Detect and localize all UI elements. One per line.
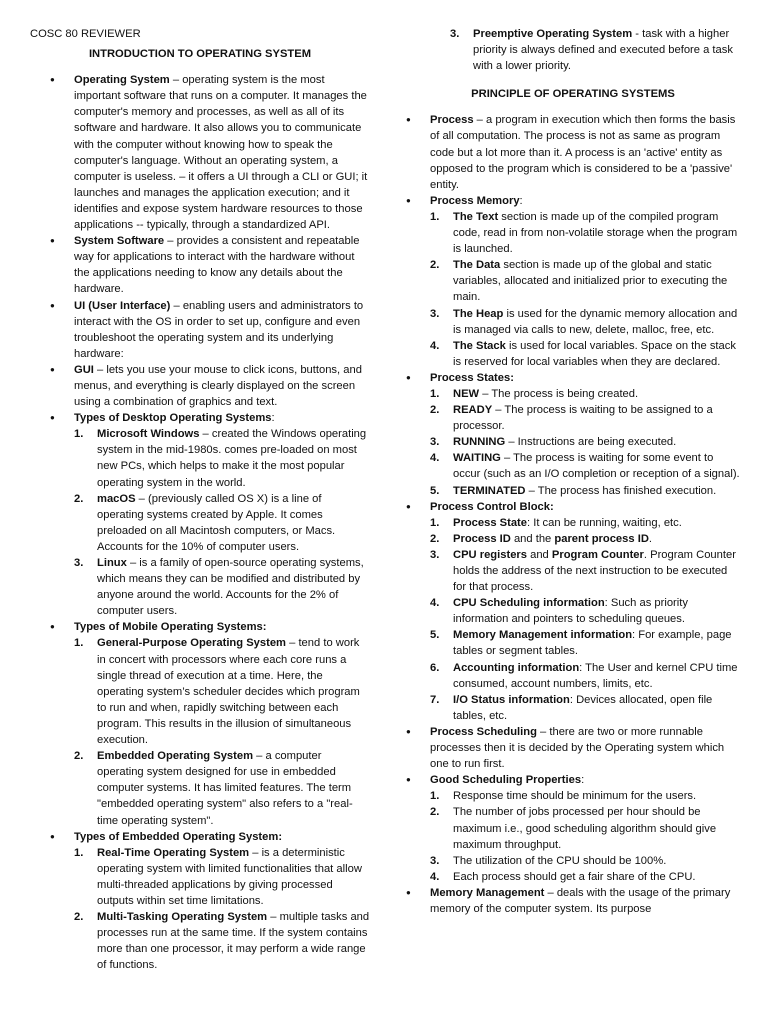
bullet-mobile-os-types: ● Types of Mobile Operating Systems: <box>30 619 370 635</box>
bullet-ui: ● UI (User Interface) – enabling users and administrators to interact with the OS in order to set up, configure and even troubleshoot the operating system and its underlying hardware: <box>30 298 370 362</box>
list-item: 1. The Text section is made up of the compiled program code, read in from non-volatile storage when the program is launched. <box>430 210 738 256</box>
list-item: 3. Preemptive Operating System - task with a higher priority is always defined and executed before a task with a lower priority. <box>450 28 733 73</box>
bullet-process-memory: ● Process Memory: <box>386 193 740 209</box>
list-item: 3. The Heap is used for the dynamic memory allocation and is managed via calls to new, delete, malloc, free, etc. <box>430 307 738 336</box>
process-states-bullet <box>386 370 740 386</box>
memory-management-bullet <box>386 885 740 917</box>
list-item: 3. The utilization of the CPU should be 100%. <box>430 854 667 867</box>
bullet-process-states: ● Process States: <box>386 370 740 386</box>
list-item: 2. The number of jobs processed per hour should be maximum i.e., good scheduling algorithm should give maximum throughput. <box>430 806 717 851</box>
bullet-process-control-block: ● Process Control Block: <box>386 499 740 515</box>
list-item: 7. I/O Status information: Devices allocated, open file tables, etc. <box>430 693 713 722</box>
section-heading-principles: PRINCIPLE OF OPERATING SYSTEMS <box>471 88 675 101</box>
bullet-operating-system: ● Operating System – operating system is the most important software that runs on a computer. It manages the computer's memory and processes, as well as all of its software and hardware. It also allows you to communicate with the computer without knowing how to speak the computer's language. Without an operating system, a computer is useless. – it offers a UI through a CLI or GUI; it launches and manages the application execution; and it identifies and expose system hardware resources to those applications -- typically, through a standardized API. <box>30 72 370 233</box>
list-item: 5. TERMINATED – The process has finished execution. <box>430 484 717 497</box>
list-item: 2. Process ID and the parent process ID. <box>430 532 653 545</box>
bullet-process: ● Process – a program in execution which then forms the basis of all computation. The process is not as same as program code but a lot more than it. A process is an 'active' entity as opposed to the program which is considered to be a 'passive' entity. <box>386 112 740 192</box>
list-item: 4. The Stack is used for local variables. Space on the stack is reserved for local variables when they are declared. <box>430 339 736 368</box>
list-item: 4. CPU Scheduling information: Such as priority information and pointers to scheduling queues. <box>430 597 688 626</box>
left-column <box>30 26 370 973</box>
list-item: 2. Multi-Tasking Operating System – multiple tasks and processes run at the same time. If the system contains more than one processor, it may perform a wide range of functions. <box>74 911 370 972</box>
good-scheduling-list <box>386 788 740 885</box>
document-label: COSC 80 REVIEWER <box>30 28 141 40</box>
list-item: 2. Embedded Operating System – a computer operating system designed for use in embedded computer systems. It has limited features. The term "embedded operating system" also refers to a "real-time operating system". <box>74 750 353 827</box>
list-item: 1. Process State: It can be running, waiting, etc. <box>430 516 682 529</box>
pcb-list <box>386 515 740 724</box>
process-memory-list <box>386 209 740 370</box>
mobile-os-bullet <box>30 619 370 635</box>
scheduling-bullet-list <box>386 724 740 788</box>
desktop-os-list <box>30 426 370 619</box>
section-heading-intro: INTRODUCTION TO OPERATING SYSTEM <box>88 48 312 61</box>
list-item: 1. Microsoft Windows – created the Windows operating system in the mid-1980s. comes pre-loaded on most new PCs, which helps to make it the most popular operating system in the world. <box>74 428 367 489</box>
bullet-good-scheduling: ● Good Scheduling Properties: <box>386 772 740 788</box>
bullet-desktop-os-types: ● Types of Desktop Operating Systems: <box>30 410 370 426</box>
list-item: 4. WAITING – The process is waiting for some event to occur (such as an I/O completion or reception of a signal). <box>430 452 740 481</box>
intro-bullet-list <box>30 72 370 426</box>
list-item: 2. The Data section is made up of the global and static variables, allocated and initialized prior to executing the main. <box>430 259 728 304</box>
list-item: 5. Memory Management information: For example, page tables or segment tables. <box>430 629 732 658</box>
list-item: 2. READY – The process is waiting to be assigned to a processor. <box>430 404 713 433</box>
process-states-list <box>386 386 740 499</box>
bullet-memory-management: ● Memory Management – deals with the usage of the primary memory of the computer system. Its purpose <box>386 885 740 917</box>
list-item: 1. NEW – The process is being created. <box>430 387 639 400</box>
embedded-os-list <box>30 845 370 974</box>
bullet-process-scheduling: ● Process Scheduling – there are two or more runnable processes then it is decided by the Operating system which one to run first. <box>386 724 740 772</box>
list-item: 3. Linux – is a family of open-source operating systems, which means they can be modified and distributed by anyone around the world. Accounts for the 2% of computer users. <box>74 557 364 618</box>
list-item: 1. Response time should be minimum for the users. <box>430 790 697 803</box>
embedded-os-bullet <box>30 829 370 845</box>
principles-bullet-list <box>386 112 740 209</box>
list-item: 6. Accounting information: The User and kernel CPU time consumed, account numbers, limits, etc. <box>430 661 738 690</box>
pcb-bullet <box>386 499 740 515</box>
bullet-embedded-os-types: ● Types of Embedded Operating System: <box>30 829 370 845</box>
list-item: 1. Real-Time Operating System – is a deterministic operating system with limited functionalities that allow multi-threaded applications by giving processed outputs within set time limitations. <box>74 846 362 907</box>
embedded-os-list-continued <box>406 26 740 74</box>
list-item: 3. CPU registers and Program Counter. Program Counter holds the address of the next instruction to be executed for that process. <box>430 548 736 594</box>
bullet-gui: ● GUI – lets you use your mouse to click icons, buttons, and menus, and everything is clearly displayed on the screen using a combination of graphics and text. <box>30 362 370 410</box>
list-item: 3. RUNNING – Instructions are being executed. <box>430 436 677 449</box>
list-item: 4. Each process should get a fair share of the CPU. <box>430 870 696 883</box>
mobile-os-list <box>30 635 370 828</box>
bullet-system-software: ● System Software – provides a consistent and repeatable way for applications to interact with the hardware without the applications needing to know any details about the hardware. <box>30 233 370 297</box>
list-item: 1. General-Purpose Operating System – tend to work in concert with processors where each core runs a single thread of execution at a time. Here, the operating system’s scheduler decides which program to run and when, rapidly switching between each program. This results in the illusion of simultaneous execution. <box>74 637 360 747</box>
list-item: 2. macOS – (previously called OS X) is a line of operating systems created by Apple. It comes preloaded on all Macintosh computers, or Macs. Accounts for the 10% of computer users. <box>74 492 336 553</box>
right-column <box>406 26 740 917</box>
